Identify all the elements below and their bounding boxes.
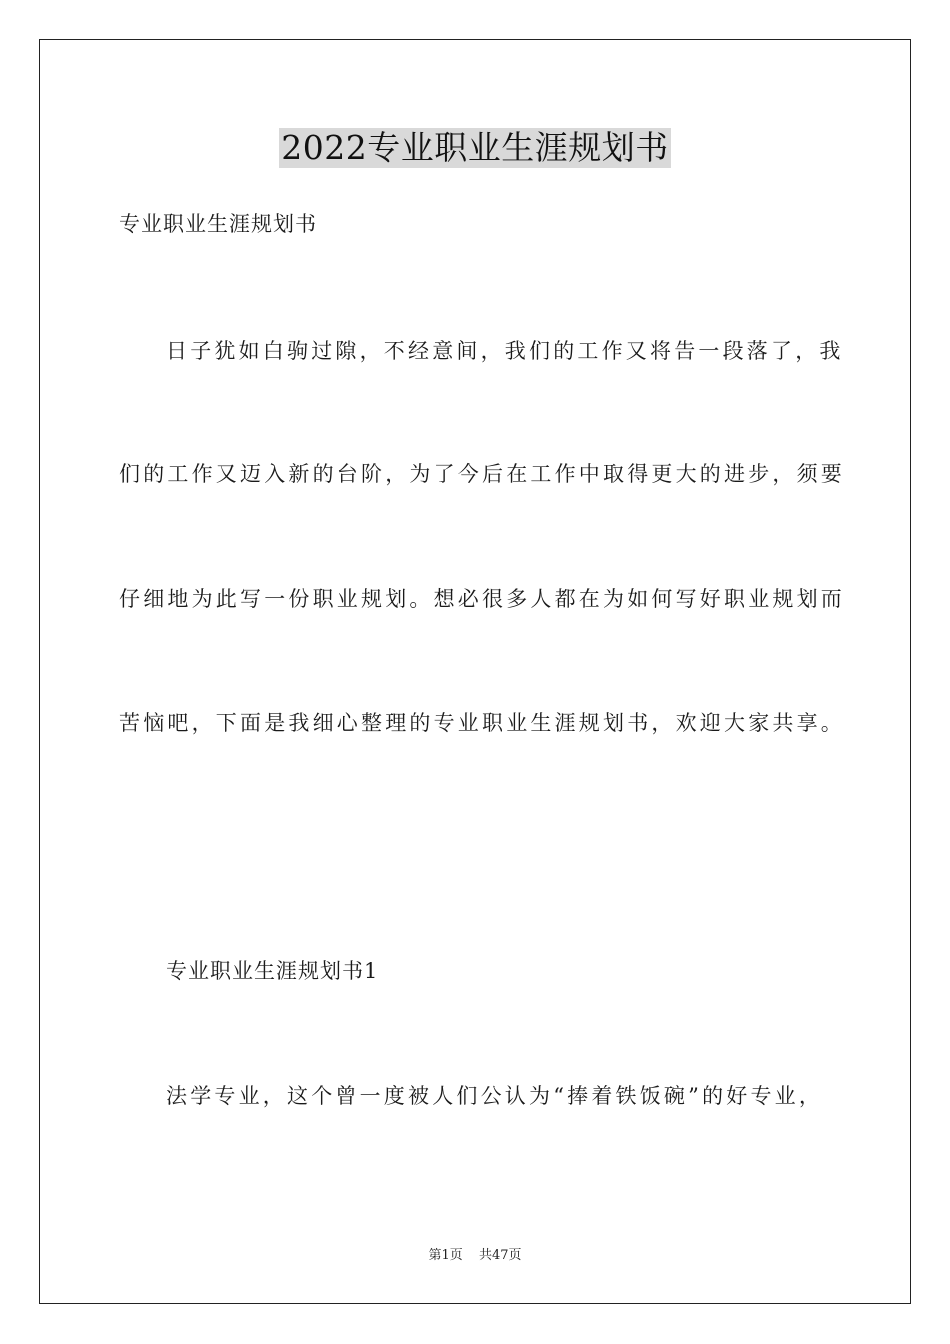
- page-footer: [0, 1247, 950, 1265]
- section-paragraph-line: 法学专业，这个曾一度被人们公认为“捧着铁饭碗”的好专业，: [166, 1084, 824, 1108]
- page-total: 共47页: [478, 1248, 522, 1263]
- document-subtitle: 专业职业生涯规划书: [119, 212, 317, 236]
- paragraph-line: 们的工作又迈入新的台阶，为了今后在工作中取得更大的进步，须要: [119, 462, 845, 486]
- paragraph-line: 仔细地为此写一份职业规划。想必很多人都在为如何写好职业规划而: [119, 587, 845, 611]
- paragraph-line: 苦恼吧，下面是我细心整理的专业职业生涯规划书，欢迎大家共享。: [119, 711, 845, 735]
- document-title: 2022专业职业生涯规划书: [281, 128, 669, 167]
- section-heading: 专业职业生涯规划书1: [166, 959, 379, 983]
- paragraph-line: 日子犹如白驹过隙，不经意间，我们的工作又将告一段落了，我: [166, 339, 844, 363]
- title-container: [0, 128, 950, 168]
- page-number: 第1页: [428, 1248, 463, 1263]
